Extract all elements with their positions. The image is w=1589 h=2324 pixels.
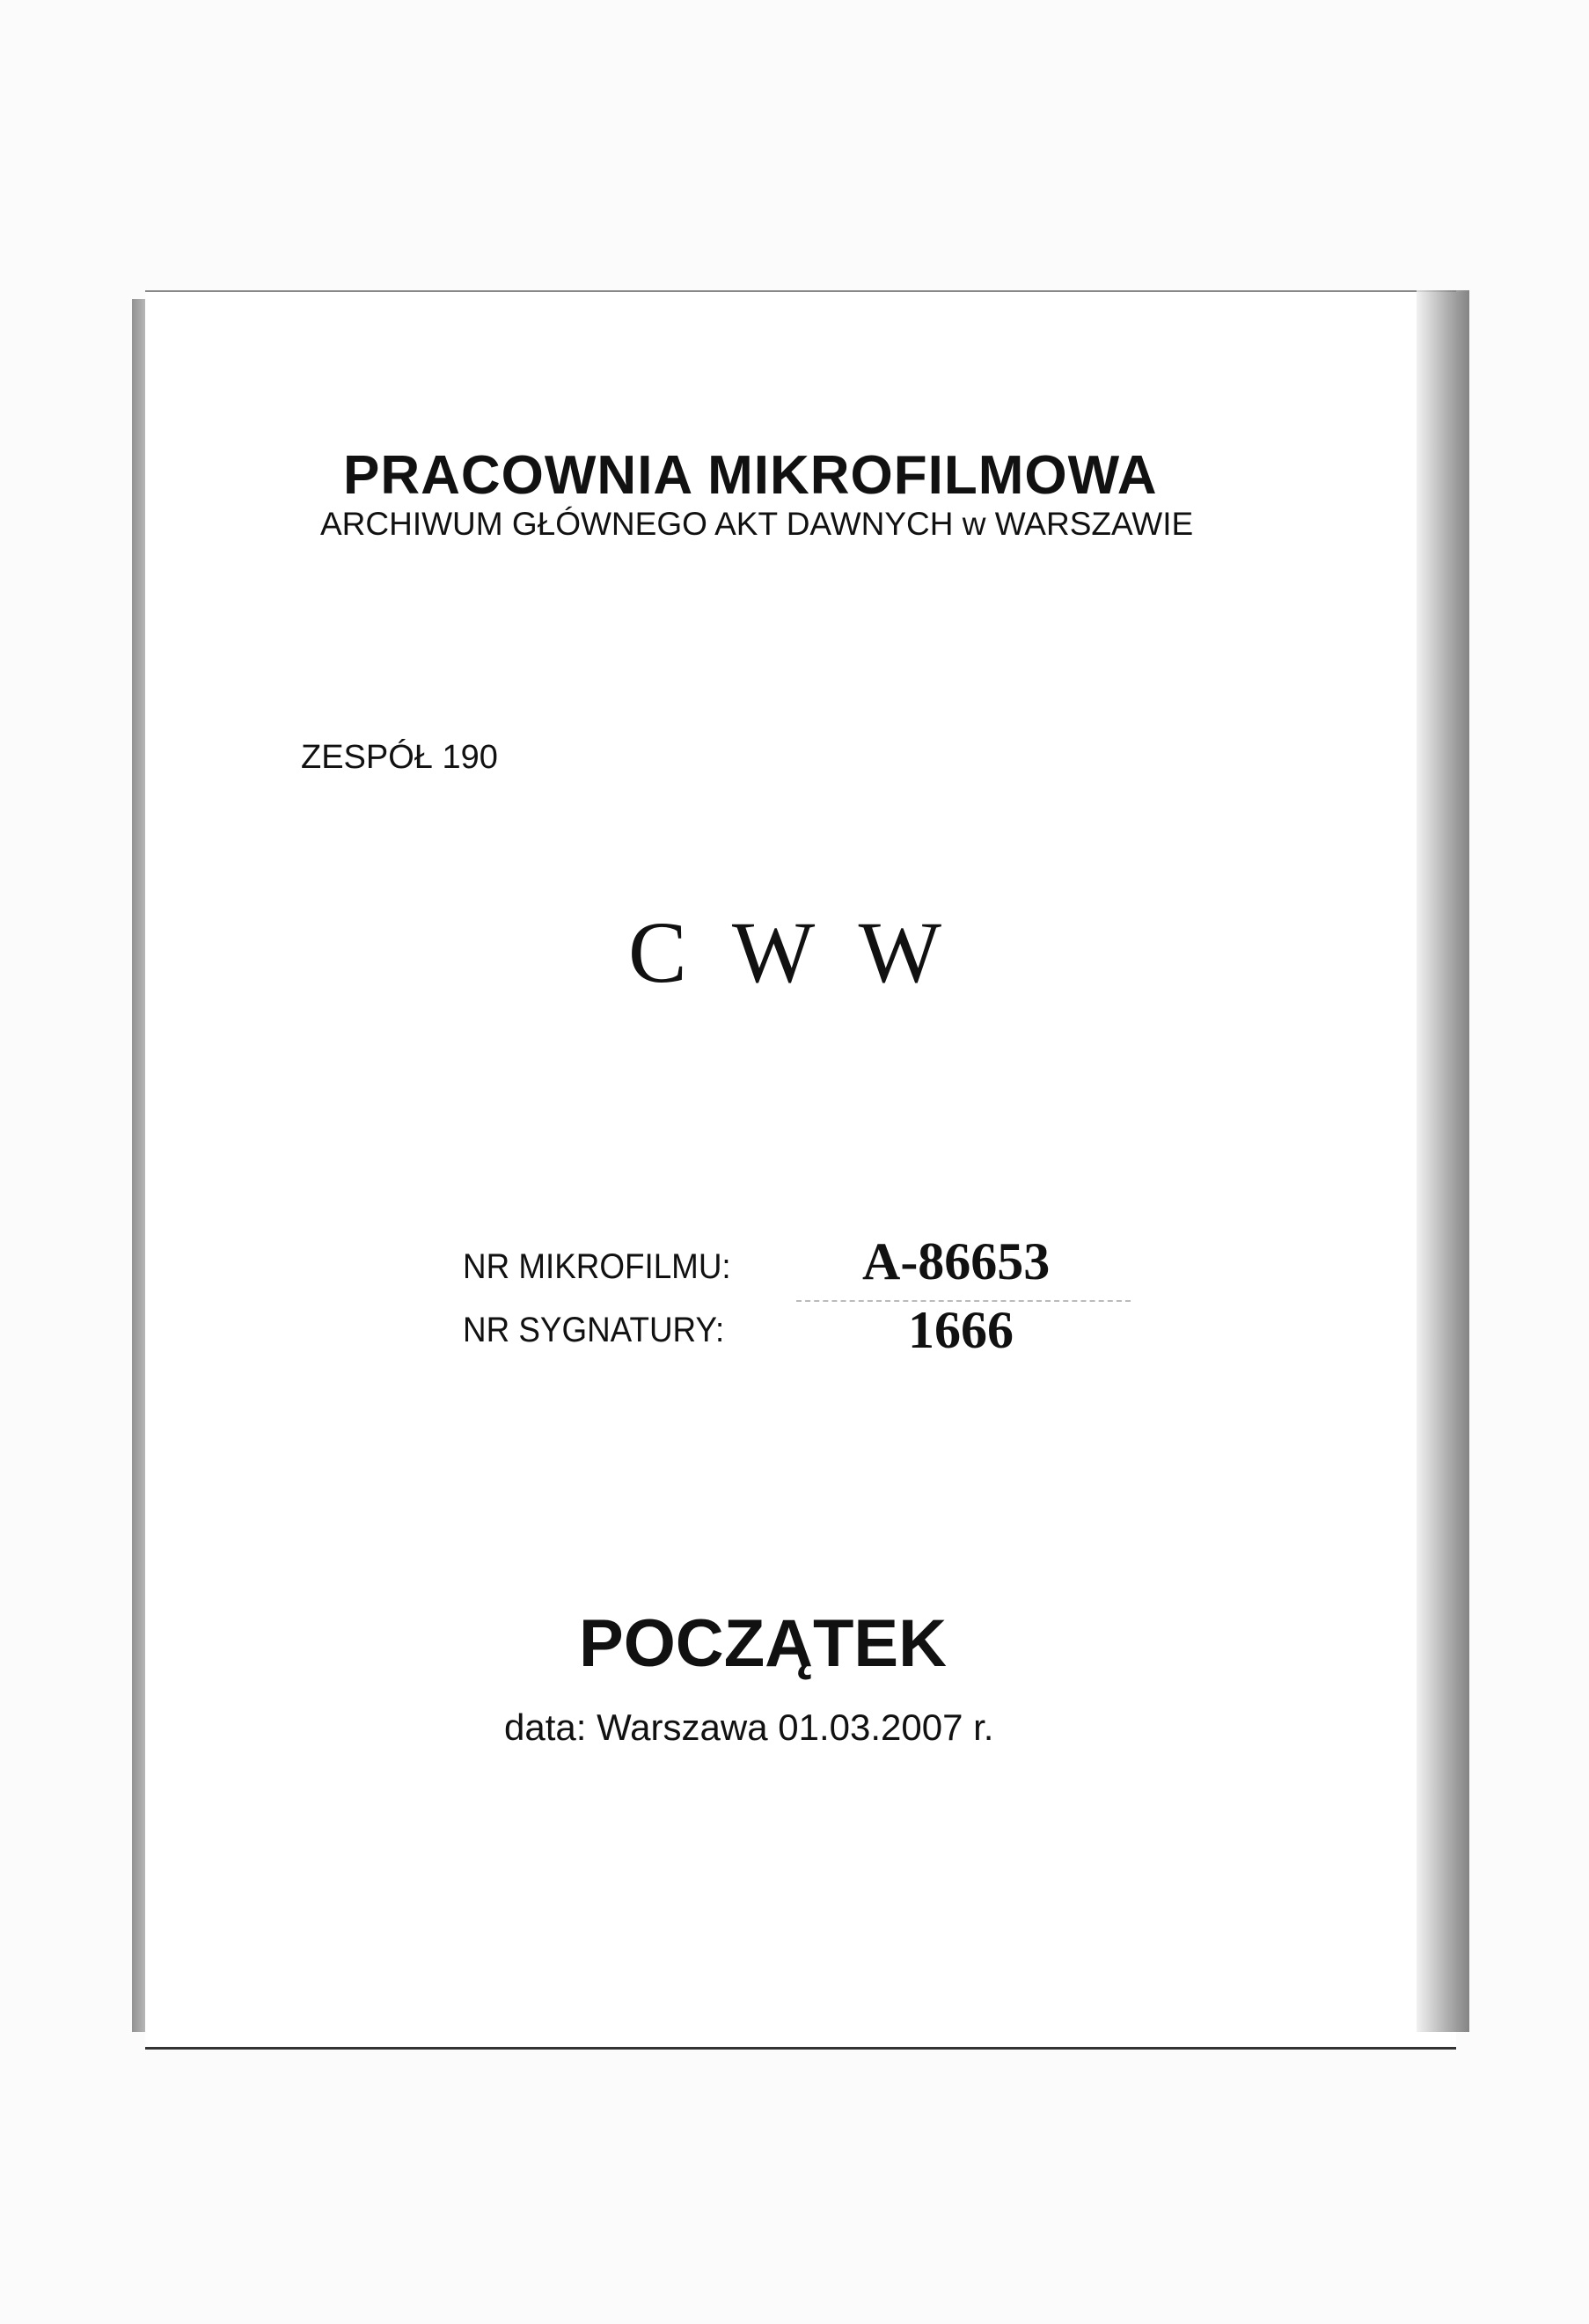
document-title: PRACOWNIA MIKROFILMOWA [343,445,1158,506]
zespol-label: ZESPÓŁ 190 [301,739,498,776]
document-page [145,290,1456,2050]
microfilm-label: NR MIKROFILMU: [463,1247,731,1286]
date-line: data: Warszawa 01.03.2007 r. [504,1706,994,1748]
signature-label: NR SYGNATURY: [463,1311,725,1349]
scan-shadow-right [1417,290,1469,2032]
collection-name: C W W [628,903,955,1001]
microfilm-value: A-86653 [862,1232,1051,1290]
signature-value: 1666 [908,1301,1014,1359]
section-heading: POCZĄTEK [579,1606,947,1681]
document-subtitle: ARCHIWUM GŁÓWNEGO AKT DAWNYCH w WARSZAWIE [320,506,1194,542]
